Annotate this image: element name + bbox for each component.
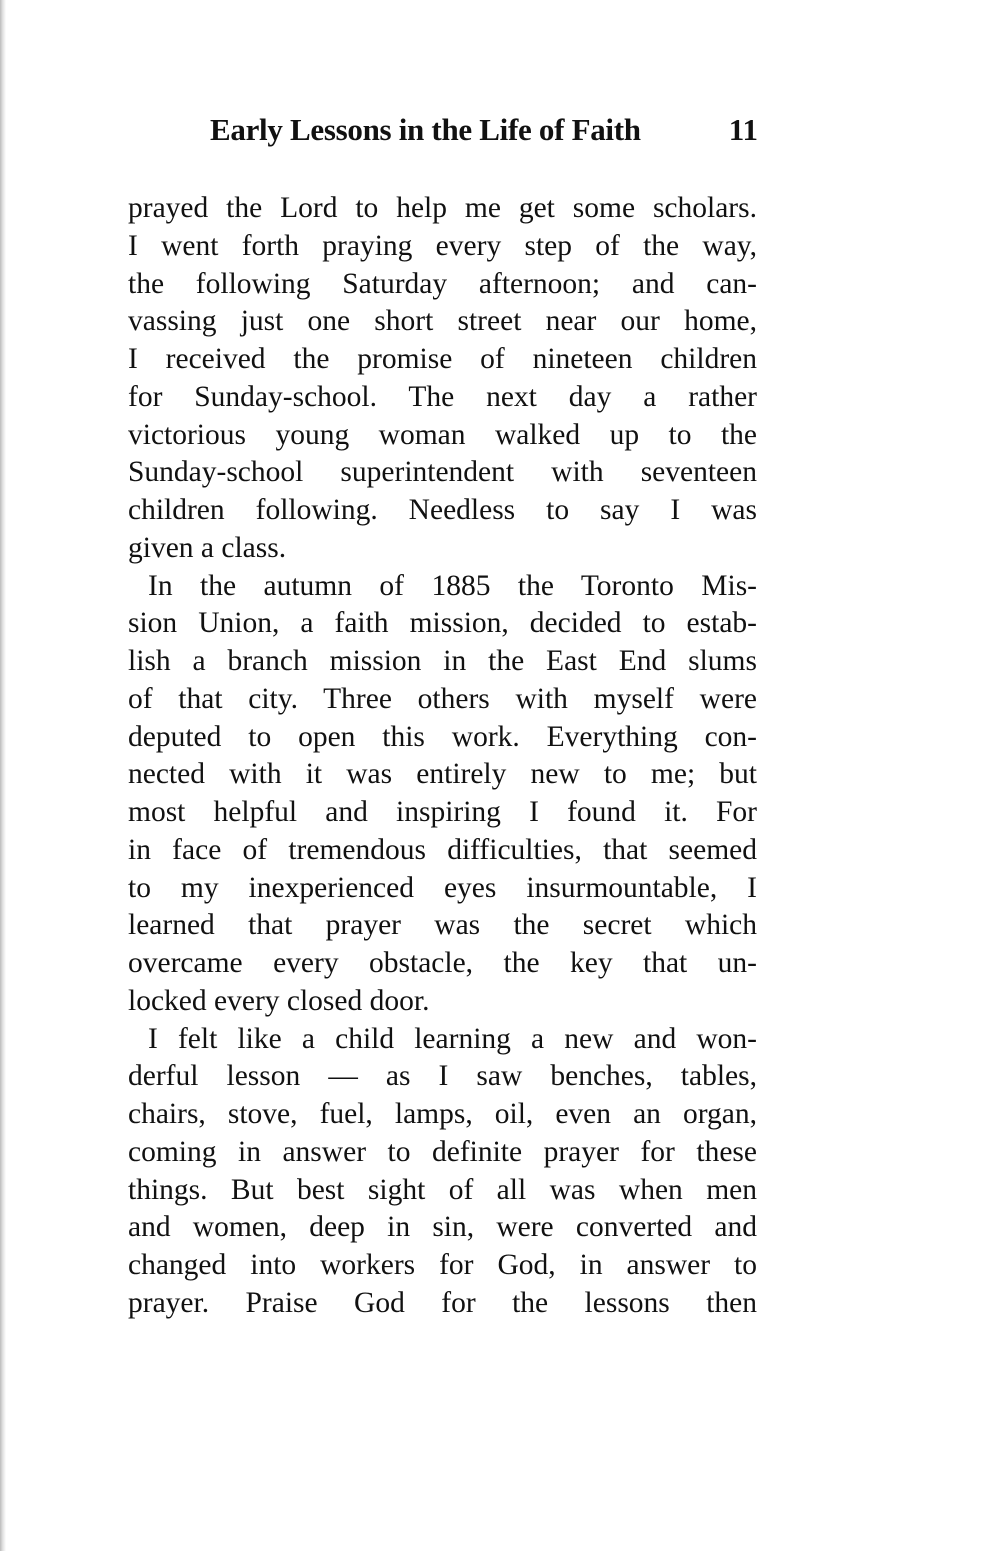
text-line: nected with it was entirely new to me; but bbox=[128, 758, 757, 791]
text-line: victorious young woman walked up to the bbox=[128, 418, 757, 451]
text-line: coming in answer to definite prayer for these bbox=[128, 1135, 757, 1168]
text-line: things. But best sight of all was when men bbox=[128, 1173, 757, 1206]
text-line: vassing just one short street near our home, bbox=[128, 305, 757, 338]
text-line: sion Union, a faith mission, decided to estab- bbox=[128, 607, 757, 640]
running-title: Early Lessons in the Life of Faith bbox=[210, 112, 641, 147]
text-line: I felt like a child learning a new and won- bbox=[148, 1022, 757, 1055]
text-line: overcame every obstacle, the key that un- bbox=[128, 947, 757, 979]
running-header bbox=[210, 112, 758, 156]
text-line: most helpful and inspiring I found it. For bbox=[128, 796, 757, 828]
text-line: the following Saturday afternoon; and can- bbox=[128, 267, 757, 300]
text-line: and women, deep in sin, were converted and bbox=[128, 1211, 757, 1244]
page-number: 11 bbox=[728, 112, 758, 147]
text-line: given a class. bbox=[128, 531, 287, 564]
scan-edge-shadow bbox=[0, 0, 6, 1551]
text-line: deputed to open this work. Everything con- bbox=[128, 720, 757, 753]
text-line: prayed the Lord to help me get some scholars. bbox=[128, 192, 757, 224]
text-line: I went forth praying every step of the way, bbox=[128, 229, 757, 262]
text-line: of that city. Three others with myself were bbox=[128, 682, 757, 715]
text-line: Sunday-school superintendent with seventeen bbox=[128, 456, 757, 489]
text-line: learned that prayer was the secret which bbox=[128, 909, 757, 942]
body-text bbox=[128, 190, 757, 1323]
text-line: prayer. Praise God for the lessons then bbox=[128, 1286, 757, 1319]
text-line: to my inexperienced eyes insurmountable, I bbox=[128, 871, 757, 904]
text-line: changed into workers for God, in answer to bbox=[128, 1249, 757, 1281]
text-line: lish a branch mission in the East End slums bbox=[128, 645, 757, 677]
text-line: I received the promise of nineteen children bbox=[128, 343, 757, 375]
text-line: derful lesson — as I saw benches, tables, bbox=[128, 1060, 757, 1093]
text-line: In the autumn of 1885 the Toronto Mis- bbox=[148, 569, 757, 602]
text-line: chairs, stove, fuel, lamps, oil, even an organ, bbox=[128, 1098, 757, 1130]
text-line: locked every closed door. bbox=[128, 984, 430, 1017]
text-line: for Sunday-school. The next day a rather bbox=[128, 380, 757, 413]
text-line: children following. Needless to say I was bbox=[128, 494, 757, 526]
text-line: in face of tremendous difficulties, that seemed bbox=[128, 833, 757, 866]
